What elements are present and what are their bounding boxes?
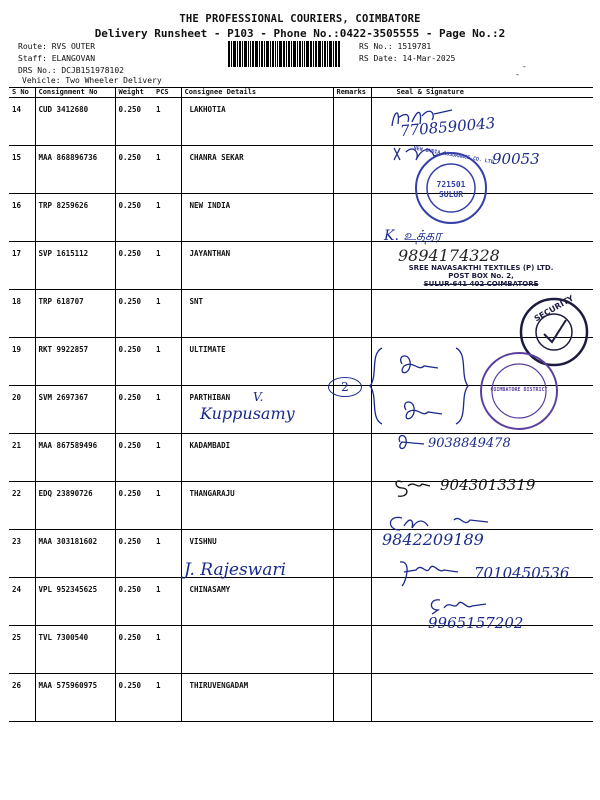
cell-consignee: CHINASAMY [181,578,333,626]
cell-sno: 26 [9,674,35,722]
cell-consignment: TRP 618707 [35,290,115,338]
cell-consignment: SVP 1615112 [35,242,115,290]
vehicle-label: Vehicle: Two Wheeler Delivery [22,76,162,85]
cell-consignment: SVM 2697367 [35,386,115,434]
route-label: Route: RVS OUTER [18,42,96,51]
cell-remarks [333,290,371,338]
bracket-mark [366,346,386,426]
cell-consignee: PARTHIBAN [181,386,333,434]
cell-weight: 0.250 [115,482,153,530]
barcode-image [228,41,340,67]
stamp-line: SREE NAVASAKTHI TEXTILES (P) LTD. [408,264,554,272]
signature-scribble [396,558,466,588]
table-row [9,674,593,722]
cell-consignee: SNT [181,290,333,338]
cell-sno: 21 [9,434,35,482]
stamp-town: SULUR [438,190,464,199]
cell-sno: 20 [9,386,35,434]
cell-consignee: LAKHOTIA [181,98,333,146]
col-header-signature: Seal & Signature [371,88,593,98]
stamp-ring-text: COIMBATORE DISTRICT [490,387,548,393]
cell-consignment: VPL 952345625 [35,578,115,626]
cell-remarks [333,434,371,482]
cell-weight: 0.250 [115,194,153,242]
cell-remarks [333,242,371,290]
cell-sno: 14 [9,98,35,146]
handwritten-initial: V. [253,390,264,404]
cell-weight: 0.250 [115,242,153,290]
cell-weight: 0.250 [115,530,153,578]
cell-pcs: 1 [153,530,181,578]
cell-pcs: 1 [153,674,181,722]
handwritten-phone: 9965157202 [428,614,524,632]
cell-remarks [333,578,371,626]
cell-signature [371,626,593,674]
cell-weight: 0.250 [115,146,153,194]
handwritten-name: K. உத்தர [384,228,442,244]
table-header-row [9,88,593,98]
cell-consignee: THANGARAJU [181,482,333,530]
cell-weight: 0.250 [115,290,153,338]
cell-weight: 0.250 [115,98,153,146]
cell-remarks [333,194,371,242]
cell-consignment: MAA 575960975 [35,674,115,722]
cell-weight: 0.250 [115,674,153,722]
cell-pcs: 1 [153,434,181,482]
staff-label: Staff: ELANGOVAN [18,54,96,63]
cell-weight: 0.250 [115,434,153,482]
cell-consignee: VISHNU [181,530,333,578]
cell-weight: 0.250 [115,578,153,626]
cell-consignee: JAYANTHAN [181,242,333,290]
cell-consignment: MAA 303181602 [35,530,115,578]
handwritten-phone: 9842209189 [382,530,484,549]
cell-pcs: 1 [153,578,181,626]
cell-remarks [333,146,371,194]
signature-scribble [394,352,442,378]
handwritten-phone: 90053 [492,150,540,168]
col-header-pcs: PCS [153,88,181,98]
cell-consignee: ULTIMATE [181,338,333,386]
handwritten-phone: 7010450536 [474,564,570,582]
stamp-line: SULUR-641 402 COIMBATORE [423,280,539,288]
runsheet-subtitle: Delivery Runsheet - P103 - Phone No.:0422-3505555 - Page No.:2 [94,27,506,40]
col-header-consignment: Consignment No [35,88,115,98]
cell-pcs: 1 [153,290,181,338]
stamp-ring-text: NEW INDIA ASSURANCE CO. LTD. [413,145,498,166]
cell-consignment: EDQ 23890726 [35,482,115,530]
cell-remarks [333,674,371,722]
cell-consignee: NEW INDIA [181,194,333,242]
cell-sno: 22 [9,482,35,530]
corner-mark: - [515,70,520,79]
cell-remarks [333,482,371,530]
cell-pcs: 1 [153,626,181,674]
cell-consignment: MAA 868896736 [35,146,115,194]
handwritten-phone: 9894174328 [398,246,500,265]
cell-pcs: 1 [153,98,181,146]
corner-mark: - [522,62,527,71]
cell-sno: 17 [9,242,35,290]
cell-consignee: CHANRA SEKAR [181,146,333,194]
signature-scribble [398,398,446,424]
cell-pcs: 1 [153,242,181,290]
cell-sno: 19 [9,338,35,386]
cell-weight: 0.250 [115,386,153,434]
cell-sno: 18 [9,290,35,338]
handwritten-phone: 7708590043 [399,113,497,141]
cell-consignment: RKT 9922857 [35,338,115,386]
handwritten-phone: 9043013319 [440,476,536,494]
cell-consignee [181,626,333,674]
bracket-mark [452,346,472,426]
cell-remarks [333,626,371,674]
handwritten-name: Kuppusamy [200,404,295,423]
cell-consignee: THIRUVENGADAM [181,674,333,722]
stamp-line: POST BOX No. 2, [448,272,514,280]
company-seal-stamp [413,145,498,226]
circled-number [328,377,362,397]
cell-pcs: 1 [153,146,181,194]
stamp-ring-text: SECURITY [532,293,576,324]
handwritten-phone: 9038849478 [428,436,511,451]
circled-number-text: 2 [341,380,349,394]
cell-weight: 0.250 [115,338,153,386]
cell-consignee: KADAMBADI [181,434,333,482]
signature-scribble [392,476,432,500]
cell-sno: 16 [9,194,35,242]
cell-sno: 15 [9,146,35,194]
cell-consignment: TVL 7300540 [35,626,115,674]
cell-pcs: 1 [153,482,181,530]
handwritten-name: J. Rajeswari [184,560,286,580]
signature-scribble [394,432,428,452]
table-row [9,194,593,242]
rs-number: RS No.: 1519781 [359,42,432,51]
round-seal-stamp [478,350,560,432]
col-header-remarks: Remarks [333,88,371,98]
company-title: THE PROFESSIONAL COURIERS, COIMBATORE [179,13,421,25]
rs-date: RS Date: 14-Mar-2025 [359,54,456,63]
cell-pcs: 1 [153,338,181,386]
col-header-sno: S No [9,88,35,98]
stamp-code: 721501 [436,180,466,189]
cell-remarks [333,530,371,578]
cell-consignment: TRP 8259626 [35,194,115,242]
col-header-weight: Weight [115,88,153,98]
cell-remarks [333,98,371,146]
cell-sno: 25 [9,626,35,674]
table-row [9,626,593,674]
cell-sno: 24 [9,578,35,626]
cell-pcs: 1 [153,194,181,242]
col-header-consignee: Consignee Details [181,88,333,98]
cell-weight: 0.250 [115,626,153,674]
table-row [9,98,593,146]
cell-sno: 23 [9,530,35,578]
drs-label: DRS No.: DCJB151978102 [18,66,124,75]
cell-signature [371,674,593,722]
cell-consignment: MAA 867589496 [35,434,115,482]
cell-pcs: 1 [153,386,181,434]
cell-consignment: CUD 3412680 [35,98,115,146]
